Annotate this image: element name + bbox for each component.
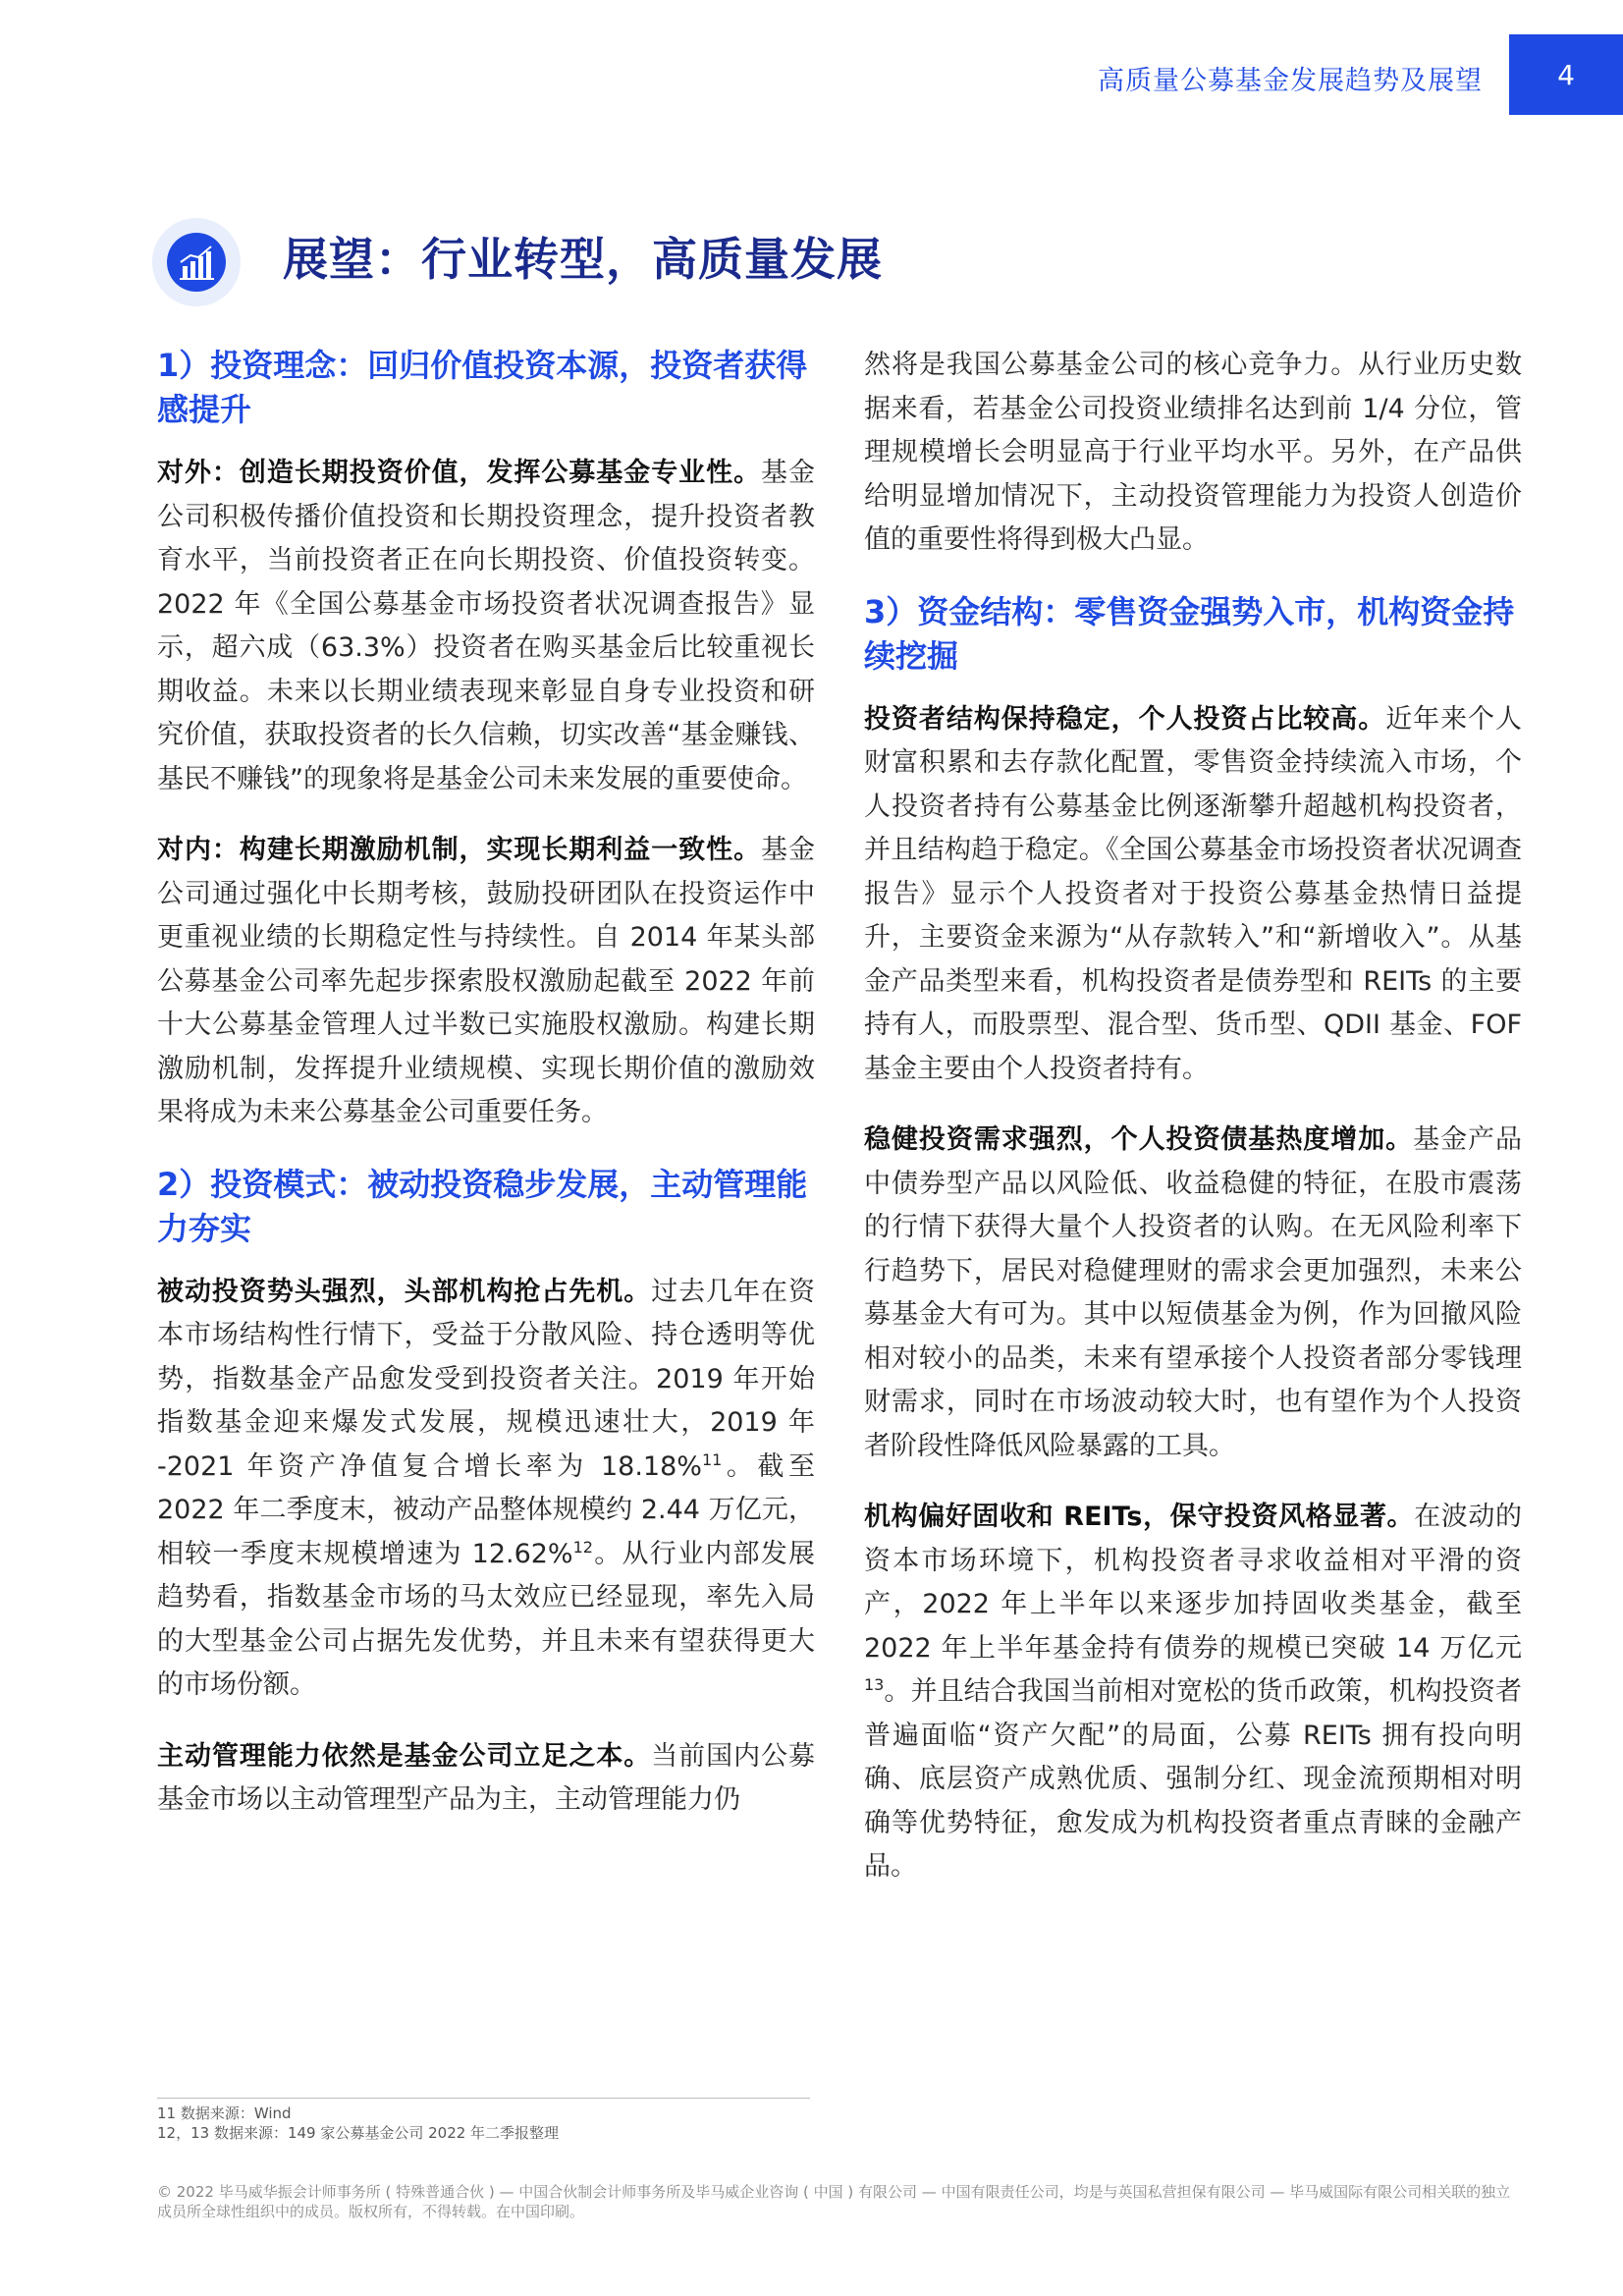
paragraph-body: 基金公司通过强化中长期考核，鼓励投研团队在投资运作中更重视业绩的长期稳定性与持续性。自 2014 年某头部公募基金公司率先起步探索股权激励起截至 2022 年前十大公募基金管理人过半数已实施股权激励。构建长期激励机制，发挥提升业绩规模、实现长期价值的激励效果将成为未来公募基金公司重要任务。 xyxy=(157,835,816,1127)
paragraph-investor-structure xyxy=(864,698,1522,1092)
paragraph-internal xyxy=(157,829,815,1135)
footnote-11: 11 数据来源：Wind xyxy=(157,2105,292,2122)
paragraph-body: 当前国内公募基金市场以主动管理型产品为主，主动管理能力仍 xyxy=(157,1740,816,1815)
footnote-divider xyxy=(157,2098,810,2099)
bar-chart-icon xyxy=(152,218,241,306)
paragraph-external xyxy=(157,452,815,801)
paragraph-body: 过去几年在资本市场结构性行情下，受益于分散风险、持仓透明等优势，指数基金产品愈发受到投资者关注。2019 年开始指数基金迎来爆发式发展，规模迅速壮大，2019 年 -2021 年资产净值复合增长率为 18.18% xyxy=(157,1276,816,1482)
paragraph-body: 近年来个人财富积累和去存款化配置，零售资金持续流入市场，个人投资者持有公募基金比例逐渐攀升超越机构投资者，并且结构趋于稳定。《全国公募基金市场投资者状况调查报告》显示个人投资者对于投资公募基金热情日益提升，主要资金来源为“从存款转入”和“新增收入”。从基金产品类型来看，机构投资者是债券型和 REITs 的主要持有人，而股票型、混合型、货币型、QDII 基金、FOF 基金主要由个人投资者持有。 xyxy=(864,703,1523,1084)
paragraph-continued: 然将是我国公募基金公司的核心竞争力。从行业历史数据来看，若基金公司投资业绩排名达到前 1/4 分位，管理规模增长会明显高于行业平均水平。另外，在产品供给明显增加情况下，主动投资管理能力为投资人创造价值的重要性将得到极大凸显。 xyxy=(864,350,1522,555)
paragraph-lead: 主动管理能力依然是基金公司立足之本。 xyxy=(157,1740,652,1772)
paragraph-lead: 对外：创造长期投资价值，发挥公募基金专业性。 xyxy=(157,458,762,488)
paragraph-bond-demand xyxy=(864,1119,1522,1468)
page-number: 4 xyxy=(1509,34,1623,115)
paragraph-body: 基金产品中债券型产品以风险低、收益稳健的特征，在股市震荡的行情下获得大量个人投资者的认购。在无风险利率下行趋势下，居民对稳健理财的需求会更加强烈，未来公募基金大有可为。其中以短债基金为例，作为回撤风险相对较小的品类，未来有望承接个人投资者部分零钱理财需求，同时在市场波动较大时，也有望作为个人投资者阶段性降低风险暴露的工具。 xyxy=(864,1124,1523,1461)
paragraph-lead: 投资者结构保持稳定，个人投资占比较高。 xyxy=(864,703,1386,735)
heading-investment-mode: 2）投资模式：被动投资稳步发展，主动管理能力夯实 xyxy=(157,1165,808,1247)
footnote-ref: 11 xyxy=(701,1449,723,1469)
paragraph-lead: 稳健投资需求强烈，个人投资债基热度增加。 xyxy=(864,1124,1414,1155)
footnote-ref: 12 xyxy=(572,1537,593,1557)
paragraph-lead: 机构偏好固收和 REITs，保守投资风格显著。 xyxy=(864,1502,1415,1532)
paragraph-body: 。从行业内部发展趋势看，指数基金市场的马太效应已经显现，率先入局的大型基金公司占据先发优势，并且未来有望获得更大的市场份额。 xyxy=(157,1538,815,1700)
footnote-ref: 13 xyxy=(864,1675,885,1694)
heading-investment-philosophy: 1）投资理念：回归价值投资本源，投资者获得感提升 xyxy=(157,347,808,428)
paragraph-body: 。并且结合我国当前相对宽松的货币政策，机构投资者普遍面临“资产欠配”的局面，公募 REITs 拥有投向明确、底层资产成熟优质、强制分红、现金流预期相对明确等优势特征，愈发成为机构投资者重点青睐的金融产品。 xyxy=(864,1676,1522,1882)
paragraph-body: 。截至 2022 年二季度末，被动产品整体规模约 2.44 万亿元，相较一季度末规模增速为 12.62% xyxy=(157,1450,815,1569)
paragraph-institutional xyxy=(864,1496,1522,1889)
paragraph-passive xyxy=(157,1271,815,1708)
footnotes xyxy=(157,2104,844,2143)
section-title: 展望：行业转型，高质量发展 xyxy=(283,233,883,286)
heading-capital-structure: 3）资金结构：零售资金强势入市，机构资金持续挖掘 xyxy=(864,592,1515,675)
paragraph-body: 在波动的资本市场环境下，机构投资者寻求收益相对平滑的资产，2022 年上半年以来逐步加持固收类基金，截至 2022 年上半年基金持有债券的规模已突破 14 万亿元 xyxy=(864,1502,1522,1664)
copyright-notice: © 2022 毕马威华振会计师事务所 ( 特殊普通合伙 ) — 中国合伙制会计师事务所及毕马威企业咨询 ( 中国 ) 有限公司 — 中国有限责任公司，均是与英国私营担保有限公司 — 毕马威国际有限公司相关联的独立成员所全球性组织中的成员。版权所有，不得转载。在中国印刷。 xyxy=(157,2183,1511,2220)
left-column xyxy=(157,344,815,1850)
paragraph-body: 基金公司积极传播价值投资和长期投资理念，提升投资者教育水平，当前投资者正在向长期投资、价值投资转变。2022 年《全国公募基金市场投资者状况调查报告》显示，超六成（63.3%）投资者在购买基金后比较重视长期收益。未来以长期业绩表现来彰显自身专业投资和研究价值，获取投资者的长久信赖，切实改善“基金赚钱、基民不赚钱”的现象将是基金公司未来发展的重要使命。 xyxy=(157,458,816,794)
footnote-12-13: 12，13 数据来源：149 家公募基金公司 2022 年二季报整理 xyxy=(157,2124,560,2142)
paragraph-active xyxy=(157,1735,815,1823)
right-column xyxy=(864,344,1522,1917)
running-header-title: 高质量公募基金发展趋势及展望 xyxy=(1098,66,1483,96)
paragraph-lead: 被动投资势头强烈，头部机构抢占先机。 xyxy=(157,1276,652,1307)
paragraph-lead: 对内：构建长期激励机制，实现长期利益一致性。 xyxy=(157,835,762,865)
